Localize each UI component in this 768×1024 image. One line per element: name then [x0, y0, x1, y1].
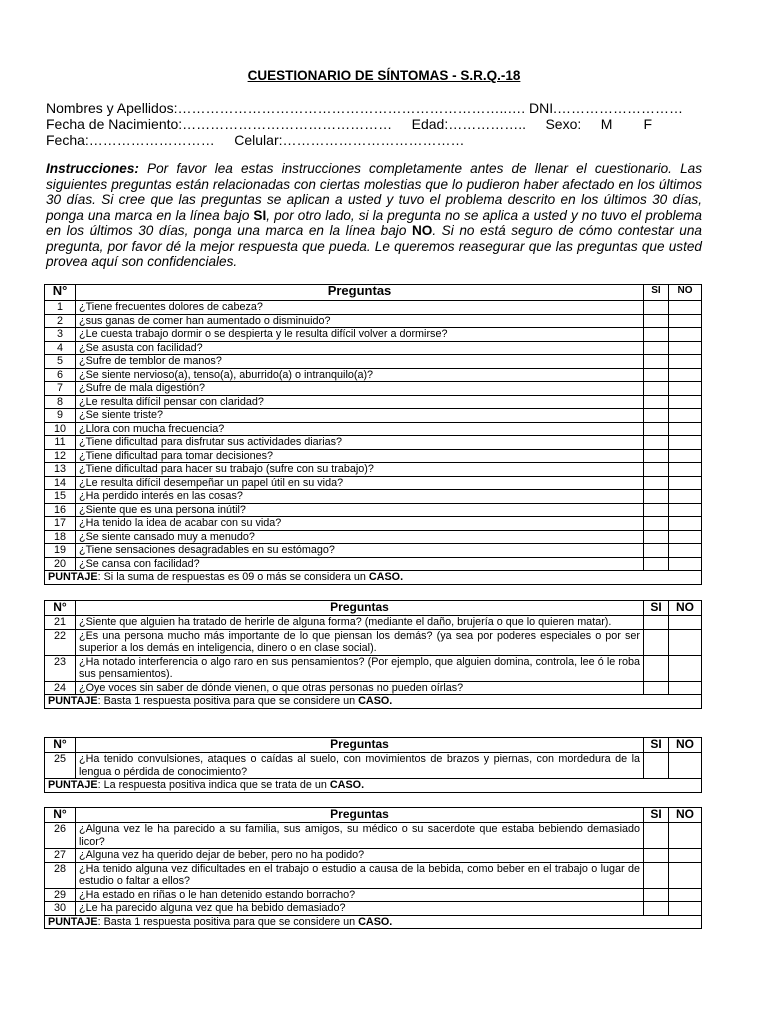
question-number: 1	[45, 301, 76, 315]
question-text: ¿Alguna vez ha querido dejar de beber, pero no ha podido?	[76, 849, 644, 863]
answer-si-cell[interactable]	[644, 629, 669, 655]
answer-si-cell[interactable]	[644, 681, 669, 695]
question-row	[45, 503, 702, 517]
answer-no-cell[interactable]	[669, 355, 702, 369]
answer-no-cell[interactable]	[669, 753, 702, 779]
question-row	[45, 681, 702, 695]
score-row	[45, 571, 702, 585]
answer-no-cell[interactable]	[669, 902, 702, 916]
question-row	[45, 655, 702, 681]
answer-no-cell[interactable]	[669, 655, 702, 681]
header-num: N°	[45, 808, 76, 823]
questions-table-3	[44, 737, 702, 793]
answer-no-cell[interactable]	[669, 849, 702, 863]
question-row	[45, 530, 702, 544]
answer-no-cell[interactable]	[669, 301, 702, 315]
score-note: PUNTAJE: Basta 1 respuesta positiva para que se considere un CASO.	[45, 915, 702, 929]
question-row	[45, 888, 702, 902]
question-text: ¿Se asusta con facilidad?	[76, 341, 644, 355]
question-row	[45, 436, 702, 450]
header-no: NO	[669, 601, 702, 616]
question-text: ¿Le cuesta trabajo dormir o se despierta y le resulta difícil volver a dormirse?	[76, 328, 644, 342]
question-text: ¿Ha tenido convulsiones, ataques o caídas al suelo, con movimientos de brazos y piernas, con mordedura de la lengua o pérdida de conocimiento?	[76, 753, 644, 779]
question-number: 16	[45, 503, 76, 517]
question-number: 19	[45, 544, 76, 558]
header-si: SI	[644, 738, 669, 753]
answer-no-cell[interactable]	[669, 382, 702, 396]
question-text: ¿Tiene dificultad para hacer su trabajo (sufre con su trabajo)?	[76, 463, 644, 477]
answer-si-cell[interactable]	[644, 888, 669, 902]
question-number: 17	[45, 517, 76, 531]
question-text: ¿Le resulta difícil desempeñar un papel útil en su vida?	[76, 476, 644, 490]
question-text: ¿Es una persona mucho más importante de lo que piensan los demás? (ya sea por poderes especiales o por ser superior a los demás en inteligencia, dinero o en clase social).	[76, 629, 644, 655]
question-row	[45, 476, 702, 490]
score-note: PUNTAJE: Basta 1 respuesta positiva para que se considere un CASO.	[45, 695, 702, 709]
question-text: ¿Ha perdido interés en las cosas?	[76, 490, 644, 504]
question-row	[45, 395, 702, 409]
header-num: N°	[45, 738, 76, 753]
answer-si-cell[interactable]	[644, 301, 669, 315]
score-row	[45, 779, 702, 793]
answer-no-cell[interactable]	[669, 395, 702, 409]
question-number: 13	[45, 463, 76, 477]
question-row	[45, 422, 702, 436]
answer-no-cell[interactable]	[669, 449, 702, 463]
question-row	[45, 301, 702, 315]
answer-si-cell[interactable]	[644, 476, 669, 490]
answer-si-cell[interactable]	[644, 753, 669, 779]
answer-no-cell[interactable]	[669, 436, 702, 450]
question-text: ¿Tiene sensaciones desagradables en su estómago?	[76, 544, 644, 558]
score-note: PUNTAJE: La respuesta positiva indica que se trata de un CASO.	[45, 779, 702, 793]
header-si: SI	[644, 601, 669, 616]
question-number: 25	[45, 753, 76, 779]
question-number: 29	[45, 888, 76, 902]
answer-no-cell[interactable]	[669, 888, 702, 902]
question-number: 2	[45, 314, 76, 328]
question-number: 11	[45, 436, 76, 450]
question-number: 24	[45, 681, 76, 695]
answer-si-cell[interactable]	[644, 368, 669, 382]
question-text: ¿Ha notado interferencia o algo raro en sus pensamientos? (Por ejemplo, que alguien domina, controla, lee ó le roba sus pensamientos).	[76, 655, 644, 681]
answer-no-cell[interactable]	[669, 629, 702, 655]
fecha-celular-field[interactable]: Fecha:……………………… Celular:…………………………………	[46, 132, 465, 148]
answer-si-cell[interactable]	[644, 530, 669, 544]
answer-si-cell[interactable]	[644, 616, 669, 630]
answer-no-cell[interactable]	[669, 517, 702, 531]
question-number: 3	[45, 328, 76, 342]
answer-si-cell[interactable]	[644, 449, 669, 463]
answer-si-cell[interactable]	[644, 503, 669, 517]
answer-si-cell[interactable]	[644, 422, 669, 436]
answer-no-cell[interactable]	[669, 862, 702, 888]
question-number: 8	[45, 395, 76, 409]
answer-no-cell[interactable]	[669, 544, 702, 558]
question-row	[45, 368, 702, 382]
question-number: 23	[45, 655, 76, 681]
answer-no-cell[interactable]	[669, 530, 702, 544]
question-row	[45, 862, 702, 888]
question-row	[45, 753, 702, 779]
answer-si-cell[interactable]	[644, 849, 669, 863]
question-text: ¿Siente que alguien ha tratado de herirle de alguna forma? (mediante el daño, brujería o que lo quieren matar).	[76, 616, 644, 630]
question-number: 5	[45, 355, 76, 369]
answer-no-cell[interactable]	[669, 503, 702, 517]
header-preguntas: Preguntas	[76, 285, 644, 301]
question-text: ¿Sufre de mala digestión?	[76, 382, 644, 396]
question-text: ¿Le resulta difícil pensar con claridad?	[76, 395, 644, 409]
answer-si-cell[interactable]	[644, 823, 669, 849]
header-no: NO	[669, 808, 702, 823]
question-row	[45, 849, 702, 863]
question-number: 7	[45, 382, 76, 396]
question-row	[45, 823, 702, 849]
answer-si-cell[interactable]	[644, 544, 669, 558]
nombres-dni-field[interactable]: Nombres y Apellidos:……………………………………………………………..…. DNI.………………………	[46, 100, 684, 116]
question-number: 12	[45, 449, 76, 463]
header-preguntas: Preguntas	[76, 601, 644, 616]
answer-no-cell[interactable]	[669, 490, 702, 504]
question-row	[45, 902, 702, 916]
question-number: 26	[45, 823, 76, 849]
question-text: ¿Se siente nervioso(a), tenso(a), aburrido(a) o intranquilo(a)?	[76, 368, 644, 382]
answer-si-cell[interactable]	[644, 314, 669, 328]
answer-no-cell[interactable]	[669, 681, 702, 695]
header-si: SI	[644, 285, 669, 301]
header-num: N°	[45, 601, 76, 616]
score-note: PUNTAJE: Si la suma de respuestas es 09 o más se considera un CASO.	[45, 571, 702, 585]
answer-si-cell[interactable]	[644, 490, 669, 504]
header-si: SI	[644, 808, 669, 823]
answer-no-cell[interactable]	[669, 314, 702, 328]
answer-si-cell[interactable]	[644, 409, 669, 423]
question-row	[45, 544, 702, 558]
question-row	[45, 449, 702, 463]
question-number: 21	[45, 616, 76, 630]
question-number: 10	[45, 422, 76, 436]
answer-no-cell[interactable]	[669, 341, 702, 355]
page-title: CUESTIONARIO DE SÍNTOMAS - S.R.Q.-18	[247, 68, 521, 83]
question-number: 9	[45, 409, 76, 423]
question-text: ¿Ha tenido alguna vez dificultades en el trabajo o estudio a causa de la bebida, como beber en el trabajo o lugar de estudio o faltar a ellos?	[76, 862, 644, 888]
question-text: ¿Tiene dificultad para disfrutar sus actividades diarias?	[76, 436, 644, 450]
header-preguntas: Preguntas	[76, 738, 644, 753]
questions-table-4	[44, 807, 702, 929]
instructions: Instrucciones: Por favor lea estas instrucciones completamente antes de llenar el cuestionario. Las siguientes preguntas están relacionadas con ciertas molestias que lo pudieron haber afectado en los últimos 30 días. Si cree que las preguntas se aplican a usted y tuvo el problema descrito en los últimos 30 días, ponga una marca en la línea bajo SI, por otro lado, si la pregunta no se aplica a usted y no tuvo el problema en los últimos 30 días, ponga una marca en la línea bajo NO. Si no está seguro de cómo contestar una pregunta, por favor dé la mejor respuesta que pueda. Le queremos reasegurar que las preguntas que usted provea aquí son confidenciales.	[46, 161, 702, 269]
question-number: 14	[45, 476, 76, 490]
answer-si-cell[interactable]	[644, 436, 669, 450]
question-number: 15	[45, 490, 76, 504]
answer-si-cell[interactable]	[644, 862, 669, 888]
question-text: ¿sus ganas de comer han aumentado o disminuido?	[76, 314, 644, 328]
question-text: ¿Tiene frecuentes dolores de cabeza?	[76, 301, 644, 315]
answer-no-cell[interactable]	[669, 616, 702, 630]
answer-si-cell[interactable]	[644, 382, 669, 396]
question-row	[45, 463, 702, 477]
header-num: N°	[45, 285, 76, 301]
question-row	[45, 517, 702, 531]
question-number: 27	[45, 849, 76, 863]
header-preguntas: Preguntas	[76, 808, 644, 823]
question-row	[45, 409, 702, 423]
answer-si-cell[interactable]	[644, 341, 669, 355]
question-number: 6	[45, 368, 76, 382]
question-text: ¿Oye voces sin saber de dónde vienen, o que otras personas no pueden oírlas?	[76, 681, 644, 695]
answer-no-cell[interactable]	[669, 463, 702, 477]
answer-si-cell[interactable]	[644, 328, 669, 342]
score-row	[45, 695, 702, 709]
header-no: NO	[669, 738, 702, 753]
question-text: ¿Se siente triste?	[76, 409, 644, 423]
question-row	[45, 557, 702, 571]
question-number: 30	[45, 902, 76, 916]
question-text: ¿Alguna vez le ha parecido a su familia, sus amigos, su médico o su sacerdote que estaba bebiendo demasiado licor?	[76, 823, 644, 849]
question-row	[45, 616, 702, 630]
question-number: 4	[45, 341, 76, 355]
question-row	[45, 382, 702, 396]
question-text: ¿Tiene dificultad para tomar decisiones?	[76, 449, 644, 463]
answer-no-cell[interactable]	[669, 476, 702, 490]
question-row	[45, 341, 702, 355]
questions-table-2	[44, 600, 702, 709]
question-row	[45, 629, 702, 655]
nacimiento-edad-sexo-field[interactable]: Fecha de Nacimiento:……………………………………… Edad:…………….. Sexo: M F	[46, 116, 653, 132]
question-text: ¿Se cansa con facilidad?	[76, 557, 644, 571]
answer-no-cell[interactable]	[669, 823, 702, 849]
answer-si-cell[interactable]	[644, 557, 669, 571]
question-row	[45, 490, 702, 504]
answer-no-cell[interactable]	[669, 409, 702, 423]
question-number: 22	[45, 629, 76, 655]
questions-table-1	[44, 284, 702, 585]
question-text: ¿Siente que es una persona inútil?	[76, 503, 644, 517]
answer-si-cell[interactable]	[644, 517, 669, 531]
question-text: ¿Llora con mucha frecuencia?	[76, 422, 644, 436]
question-text: ¿Ha estado en riñas o le han detenido estando borracho?	[76, 888, 644, 902]
question-text: ¿Sufre de temblor de manos?	[76, 355, 644, 369]
answer-si-cell[interactable]	[644, 655, 669, 681]
question-text: ¿Ha tenido la idea de acabar con su vida?	[76, 517, 644, 531]
answer-si-cell[interactable]	[644, 395, 669, 409]
answer-no-cell[interactable]	[669, 557, 702, 571]
question-row	[45, 328, 702, 342]
question-row	[45, 314, 702, 328]
answer-no-cell[interactable]	[669, 368, 702, 382]
question-text: ¿Le ha parecido alguna vez que ha bebido demasiado?	[76, 902, 644, 916]
answer-si-cell[interactable]	[644, 463, 669, 477]
answer-si-cell[interactable]	[644, 355, 669, 369]
question-number: 20	[45, 557, 76, 571]
answer-no-cell[interactable]	[669, 328, 702, 342]
answer-no-cell[interactable]	[669, 422, 702, 436]
question-row	[45, 355, 702, 369]
question-number: 28	[45, 862, 76, 888]
answer-si-cell[interactable]	[644, 902, 669, 916]
question-text: ¿Se siente cansado muy a menudo?	[76, 530, 644, 544]
header-no: NO	[669, 285, 702, 301]
question-number: 18	[45, 530, 76, 544]
score-row	[45, 915, 702, 929]
